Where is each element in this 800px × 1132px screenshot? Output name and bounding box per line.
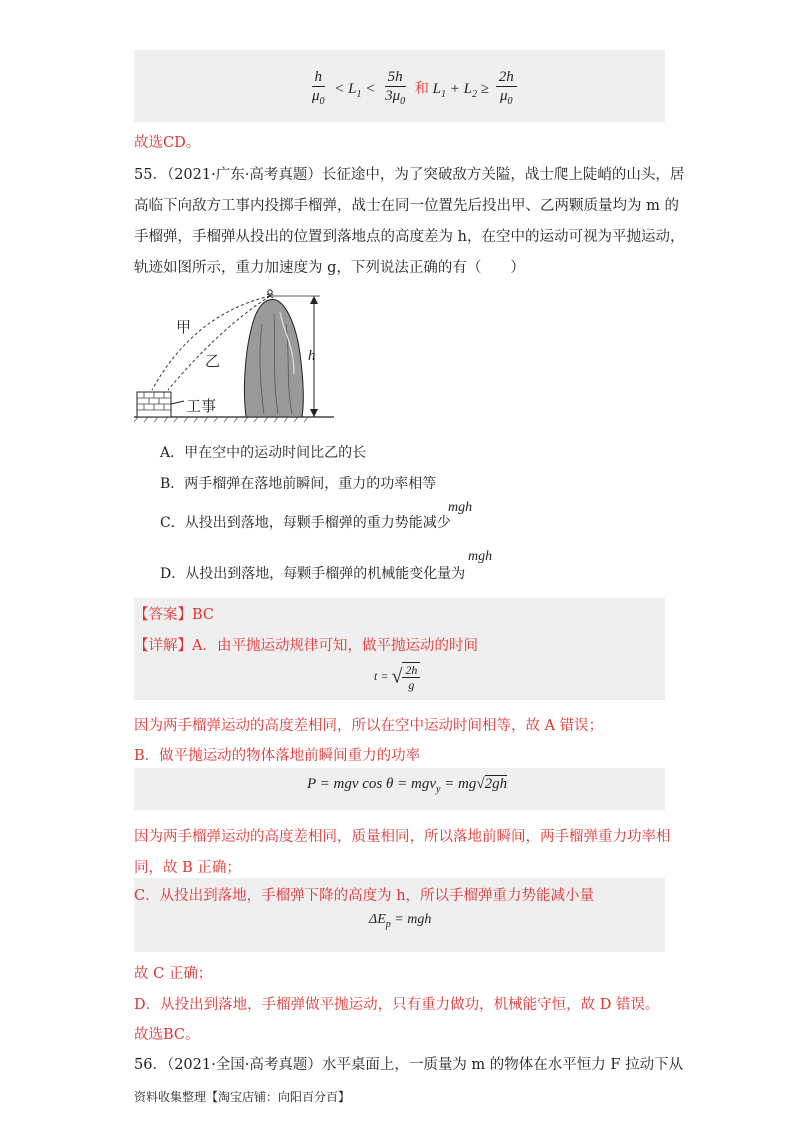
inequality-equation: $\frac{h}{\mu_0}$ < $L_1$ < $\frac{5h}{3\mu_0}$ 和 $L_1 + L_2$ ≥ $\frac{2h}{\mu_0}$ (306, 68, 520, 111)
answer-value: BC (192, 607, 215, 623)
answer-54: 故选CD。 (134, 135, 201, 151)
label-yi: 乙 (205, 352, 221, 370)
b-conclusion-1: 因为两手榴弹运动的高度差相同，质量相同，所以落地前瞬间，两手榴弹重力功率相 (134, 829, 671, 845)
c-intro: C．从投出到落地，手榴弹下降的高度为 h，所以手榴弹重力势能减小量 (134, 888, 595, 904)
q55-line2: 高临下向敌方工事内投掷手榴弹，战士在同一位置先后投出甲、乙两颗质量均为 m 的 (134, 198, 679, 214)
option-b: B．两手榴弹在落地前瞬间，重力的功率相等 (160, 476, 437, 492)
footer-text: 资料收集整理【淘宝店铺：向阳百分百】 (134, 1090, 351, 1104)
a-conclusion: 因为两手榴弹运动的高度差相同，所以在空中运动时间相等，故 A 错误； (134, 718, 604, 734)
bunker-icon (137, 392, 184, 417)
q55-line4: 轨迹如图所示，重力加速度为 g，下列说法正确的有（ ） (134, 260, 525, 276)
q56-line1: 56．（2021·全国·高考真题）水平桌面上，一质量为 m 的物体在水平恒力 F 拉动下从 (134, 1057, 684, 1073)
time-equation: t = √ $\frac{2h}{g}$ (374, 662, 423, 692)
q55-line3: 手榴弹，手榴弹从投出的位置到落地点的高度差为 h，在空中的运动可视为平抛运动， (134, 229, 685, 245)
b-conclusion-2: 同，故 B 正确； (134, 860, 241, 876)
option-c: C．从投出到落地，每颗手榴弹的重力势能减少 (160, 515, 451, 531)
option-d-math: mgh (468, 549, 493, 564)
label-h: h (308, 348, 316, 364)
d-line: D．从投出到落地，手榴弹做平抛运动，只有重力做功，机械能守恒，故 D 错误。 (134, 997, 660, 1013)
detail-tag: 【详解】 (134, 638, 192, 654)
q55-line1: 55．（2021·广东·高考真题）长征途中，为了突破敌方关隘，战士爬上陡峭的山头，居 (134, 167, 685, 183)
answer-tag: 【答案】 (134, 607, 192, 623)
option-a: A．甲在空中的运动时间比乙的长 (160, 445, 367, 461)
label-jia: 甲 (176, 318, 192, 336)
detail-a-line: 【详解】A．由平抛运动规律可知，做平抛运动的时间 (134, 638, 478, 654)
label-gongshi: 工事 (186, 397, 217, 415)
final-answer: 故选BC。 (134, 1027, 200, 1043)
c-conclusion: 故 C 正确； (134, 966, 213, 982)
ep-equation: $\Delta E_p$ = mgh (369, 912, 432, 930)
power-equation: P = mgv cos θ = mgv$_y$ = mg√2gh (307, 776, 508, 795)
option-c-math: mgh (448, 500, 473, 515)
option-d: D．从投出到落地，每颗手榴弹的机械能变化量为 (160, 566, 466, 582)
answer-line (134, 603, 214, 624)
and-word: 和 (414, 80, 429, 97)
b-intro: B．做平抛运动的物体落地前瞬间重力的功率 (134, 748, 421, 764)
